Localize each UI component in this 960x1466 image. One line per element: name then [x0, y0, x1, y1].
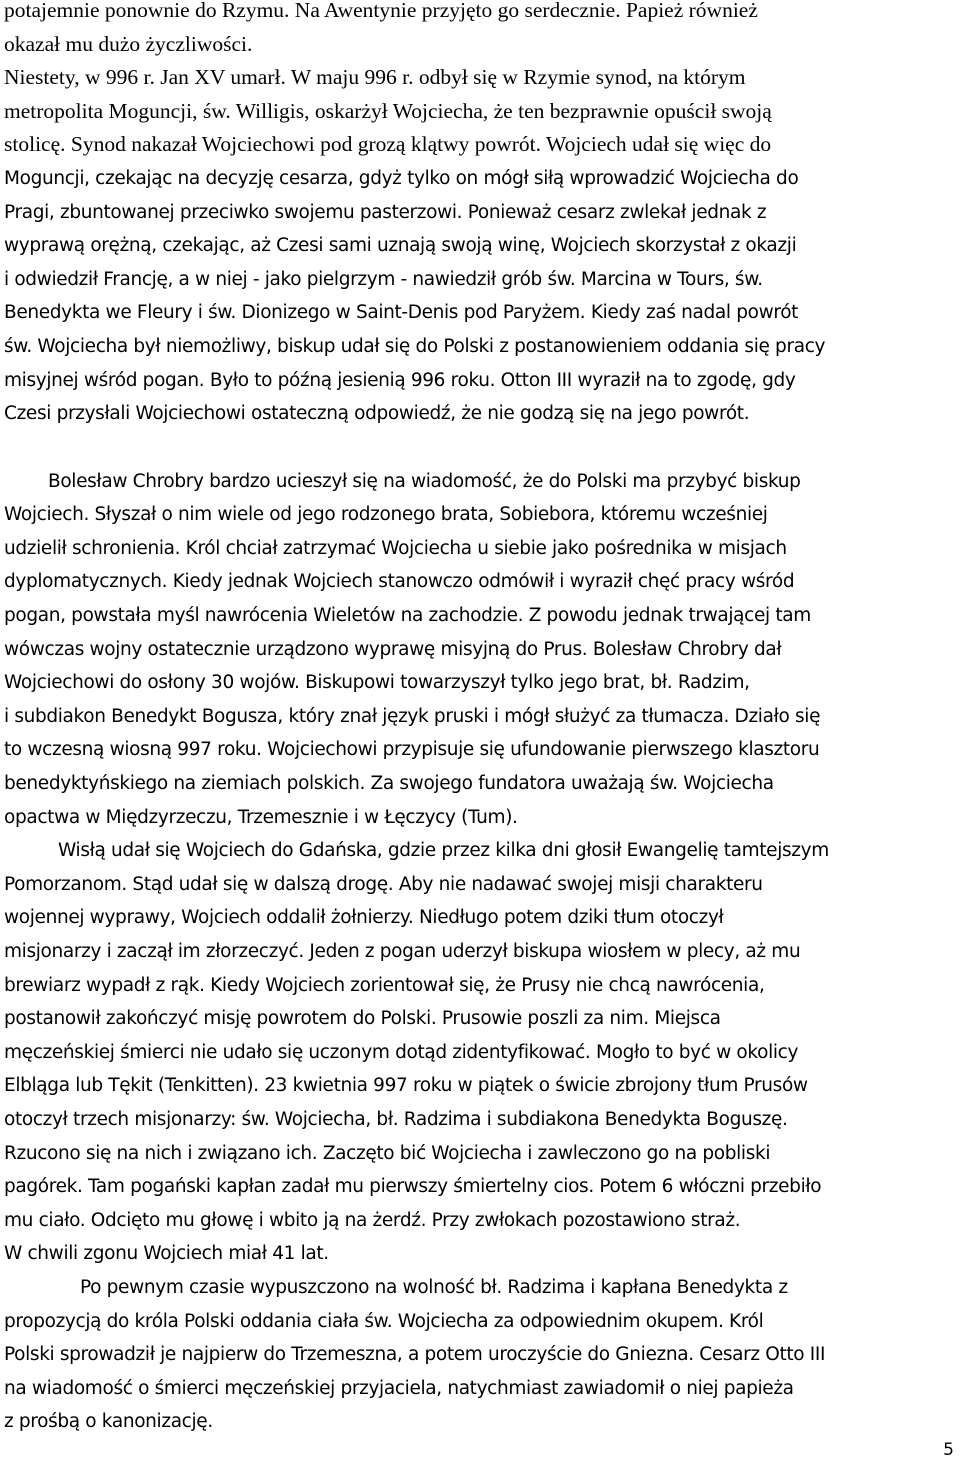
text-line: Polski sprowadził je najpierw do Trzemeszna, a potem uroczyście do Gniezna. Cesarz Otto III [4, 1344, 826, 1365]
text-line: propozycją do króla Polski oddania ciała św. Wojciecha za odpowiednim okupem. Król [4, 1311, 764, 1332]
text-line: stolicę. Synod nakazał Wojciechowi pod grozą klątwy powrót. Wojciech udał się więc do [4, 132, 772, 156]
text-line: mu ciało. Odcięto mu głowę i wbito ją na żerdź. Przy zwłokach pozostawiono straż. [4, 1210, 741, 1231]
text-line: Rzucono się na nich i związano ich. Zaczęto bić Wojciecha i zawleczono go na pobliski [4, 1143, 771, 1164]
paragraph-first-line: Po pewnym czasie wypuszczono na wolność bł. Radzima i kapłana Benedykta z [80, 1277, 788, 1298]
text-line: okazał mu dużo życzliwości. [4, 32, 253, 56]
text-line: Wojciechowi do osłony 30 wojów. Biskupowi towarzyszył tylko jego brat, bł. Radzim, [4, 672, 750, 693]
text-line: pagórek. Tam pogański kapłan zadał mu pierwszy śmiertelny cios. Potem 6 włóczni przebiło [4, 1176, 822, 1197]
text-line: Pragi, zbuntowanej przeciwko swojemu pasterzowi. Ponieważ cesarz zwlekał jednak z [4, 202, 767, 223]
text-line: Benedykta we Fleury i św. Dionizego w Saint-Denis pod Paryżem. Kiedy zaś nadal powrót [4, 302, 799, 323]
text-line: udzielił schronienia. Król chciał zatrzymać Wojciecha u siebie jako pośrednika w misjach [4, 538, 787, 559]
text-line: i subdiakon Benedykt Bogusza, który znał język pruski i mógł służyć za tłumacza. Działo się [4, 706, 821, 727]
text-line: potajemnie ponownie do Rzymu. Na Awentynie przyjęto go serdecznie. Papież również [4, 0, 758, 22]
text-line: opactwa w Międzyrzeczu, Trzemesznie i w Łęczycy (Tum). [4, 807, 518, 828]
text-line: benedyktyńskiego na ziemiach polskich. Za swojego fundatora uważają św. Wojciecha [4, 773, 774, 794]
text-line: W chwili zgonu Wojciech miał 41 lat. [4, 1243, 329, 1264]
text-line: Moguncji, czekając na decyzję cesarza, gdyż tylko on mógł siłą wprowadzić Wojciecha do [4, 168, 799, 189]
text-line: wyprawą orężną, czekając, aż Czesi sami uznają swoją winę, Wojciech skorzystał z okazji [4, 235, 797, 256]
text-line: to wczesną wiosną 997 roku. Wojciechowi przypisuje się ufundowanie pierwszego klasztoru [4, 739, 820, 760]
text-line: Wojciech. Słyszał o nim wiele od jego rodzonego brata, Sobiebora, któremu wcześniej [4, 504, 768, 525]
text-line: postanowił zakończyć misję powrotem do Polski. Prusowie poszli za nim. Miejsca [4, 1008, 721, 1029]
paragraph-first-line: Bolesław Chrobry bardzo ucieszył się na wiadomość, że do Polski ma przybyć biskup [48, 471, 801, 492]
text-line: Elbląga lub Tękit (Tenkitten). 23 kwietnia 997 roku w piątek o świcie zbrojony tłum Prusów [4, 1075, 808, 1096]
text-line: wówczas wojny ostatecznie urządzono wyprawę misyjną do Prus. Bolesław Chrobry dał [4, 639, 782, 660]
text-line: św. Wojciecha był niemożliwy, biskup udał się do Polski z postanowieniem oddania się pracy [4, 336, 826, 357]
text-line: i odwiedził Francję, a w niej - jako pielgrzym - nawiedził grób św. Marcina w Tours, św. [4, 269, 763, 290]
text-line: Pomorzanom. Stąd udał się w dalszą drogę. Aby nie nadawać swojej misji charakteru [4, 874, 763, 895]
text-line: z prośbą o kanonizację. [4, 1411, 213, 1432]
text-line: na wiadomość o śmierci męczeńskiej przyjaciela, natychmiast zawiadomił o niej papieża [4, 1378, 794, 1399]
text-line: misyjnej wśród pogan. Było to późną jesienią 996 roku. Otton III wyraził na to zgodę, gdy [4, 370, 796, 391]
paragraph-first-line: Wisłą udał się Wojciech do Gdańska, gdzie przez kilka dni głosił Ewangelię tamtejszym [58, 840, 829, 861]
text-line: Niestety, w 996 r. Jan XV umarł. W maju 996 r. odbył się w Rzymie synod, na którym [4, 65, 746, 89]
text-line: otoczył trzech misjonarzy: św. Wojciecha, bł. Radzima i subdiakona Benedykta Boguszę. [4, 1109, 788, 1130]
page-number: 5 [943, 1440, 954, 1460]
text-line: dyplomatycznych. Kiedy jednak Wojciech stanowczo odmówił i wyraził chęć pracy wśród [4, 571, 795, 592]
text-line: metropolita Moguncji, św. Willigis, oskarżył Wojciecha, że ten bezprawnie opuścił swoją [4, 99, 772, 123]
text-line: pogan, powstała myśl nawrócenia Wieletów na zachodzie. Z powodu jednak trwającej tam [4, 605, 811, 626]
text-line: męczeńskiej śmierci nie udało się uczonym dotąd zidentyfikować. Mogło to być w okolicy [4, 1042, 799, 1063]
text-line: brewiarz wypadł z rąk. Kiedy Wojciech zorientował się, że Prusy nie chcą nawrócenia, [4, 975, 765, 996]
text-line: wojennej wyprawy, Wojciech oddalił żołnierzy. Niedługo potem dziki tłum otoczył [4, 907, 724, 928]
text-line: misjonarzy i zaczął im złorzeczyć. Jeden z pogan uderzył biskupa wiosłem w plecy, aż mu [4, 941, 801, 962]
text-line: Czesi przysłali Wojciechowi ostateczną odpowiedź, że nie godzą się na jego powrót. [4, 403, 750, 424]
